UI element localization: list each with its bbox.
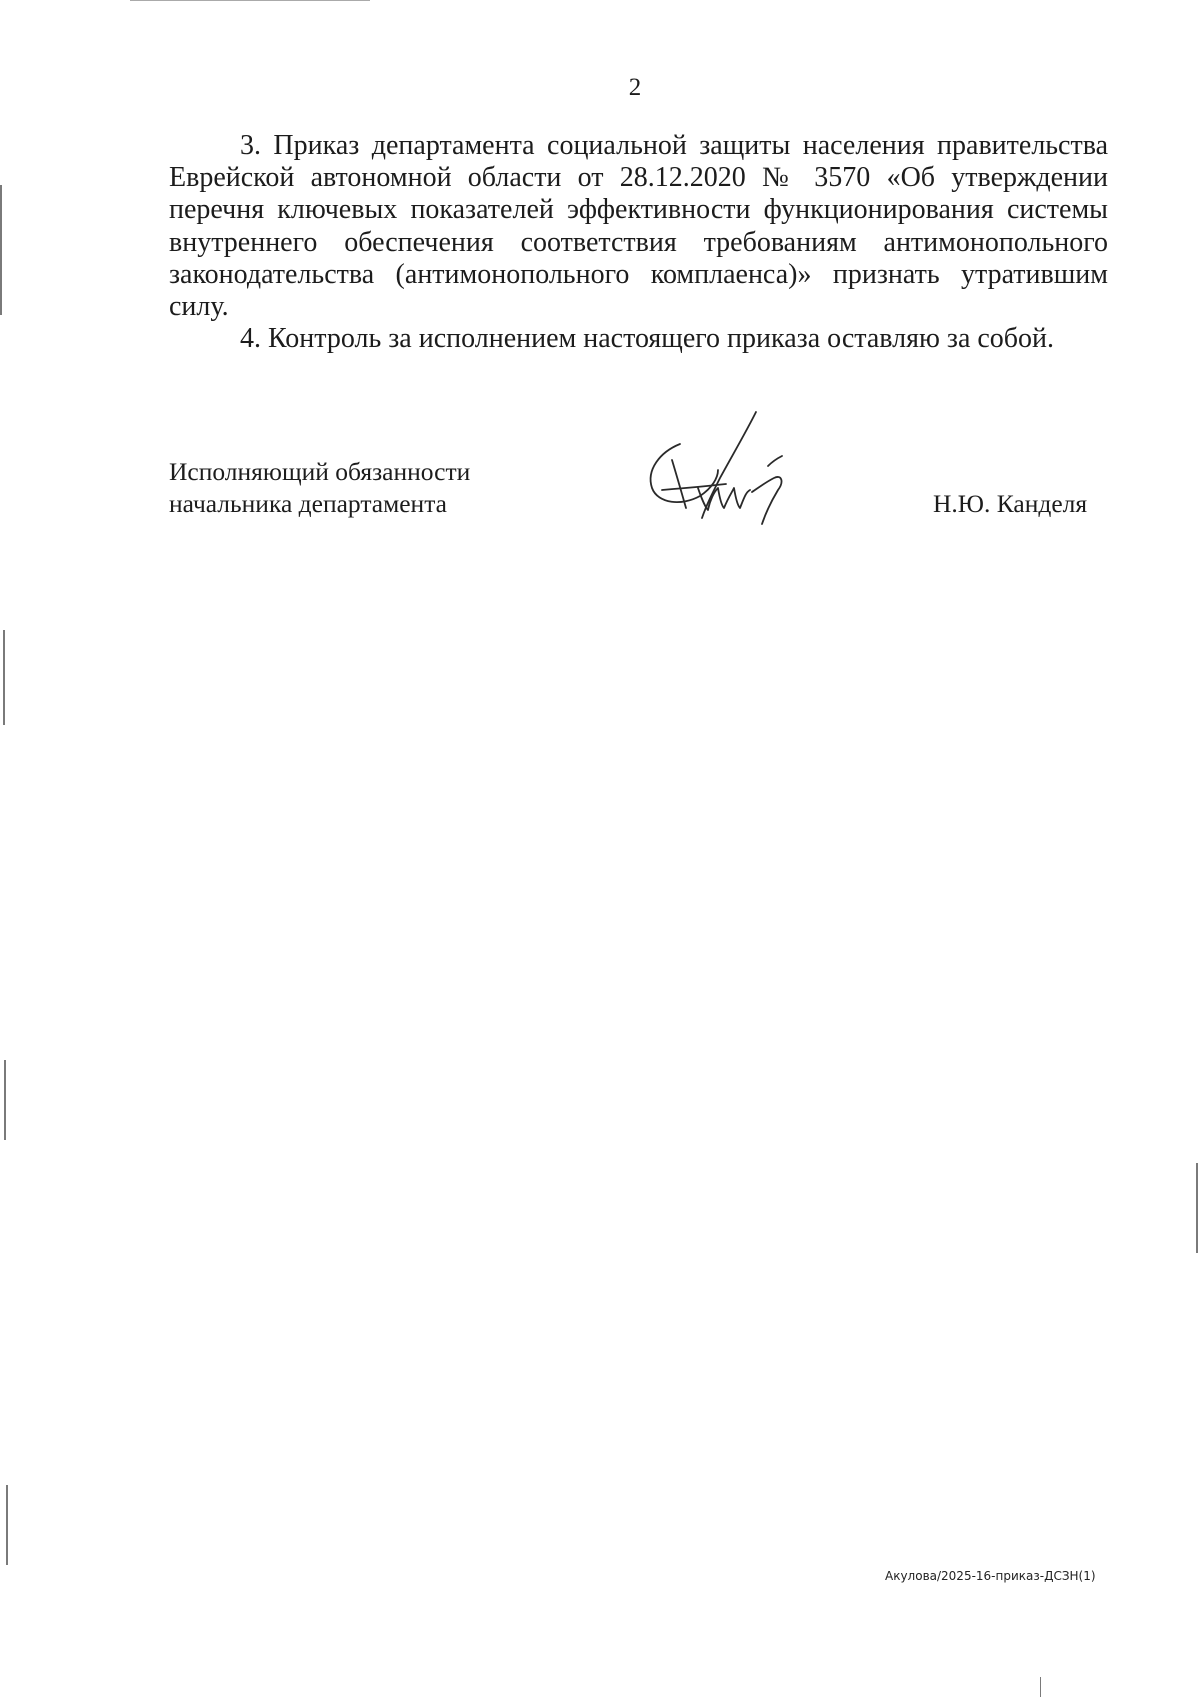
scan-mark: [1196, 1163, 1198, 1253]
scan-mark: [3, 630, 5, 725]
paragraph-3: 3. Приказ департамента социальной защиты населения правительства Еврейской автономной области от 28.12.2020 № 3570 «Об утверждении перечня ключевых показателей эффективности функционирования системы внутреннего обеспечения соответствия требованиям антимонопольного законодательства (антимонопольного комплаенса)» признать утратившим силу.: [169, 130, 1108, 323]
document-body: [169, 130, 1108, 355]
scan-mark: [6, 1485, 8, 1565]
scan-mark: [0, 185, 2, 315]
signatory-name: Н.Ю. Канделя: [933, 489, 1088, 518]
scan-mark: [4, 1060, 6, 1140]
document-code: Акулова/2025-16-приказ-ДСЗН(1): [885, 1569, 1096, 1583]
signatory-position: [169, 456, 470, 520]
handwritten-signature: [642, 408, 792, 536]
paragraph-4: 4. Контроль за исполнением настоящего приказа оставляю за собой.: [240, 323, 1055, 355]
signatory-position-line-2: начальника департамента: [169, 489, 447, 518]
scan-mark: [130, 0, 370, 1]
page-number: 2: [628, 74, 642, 101]
scan-mark: [1040, 1677, 1041, 1697]
signatory-position-line-1: Исполняющий обязанности: [169, 457, 471, 486]
